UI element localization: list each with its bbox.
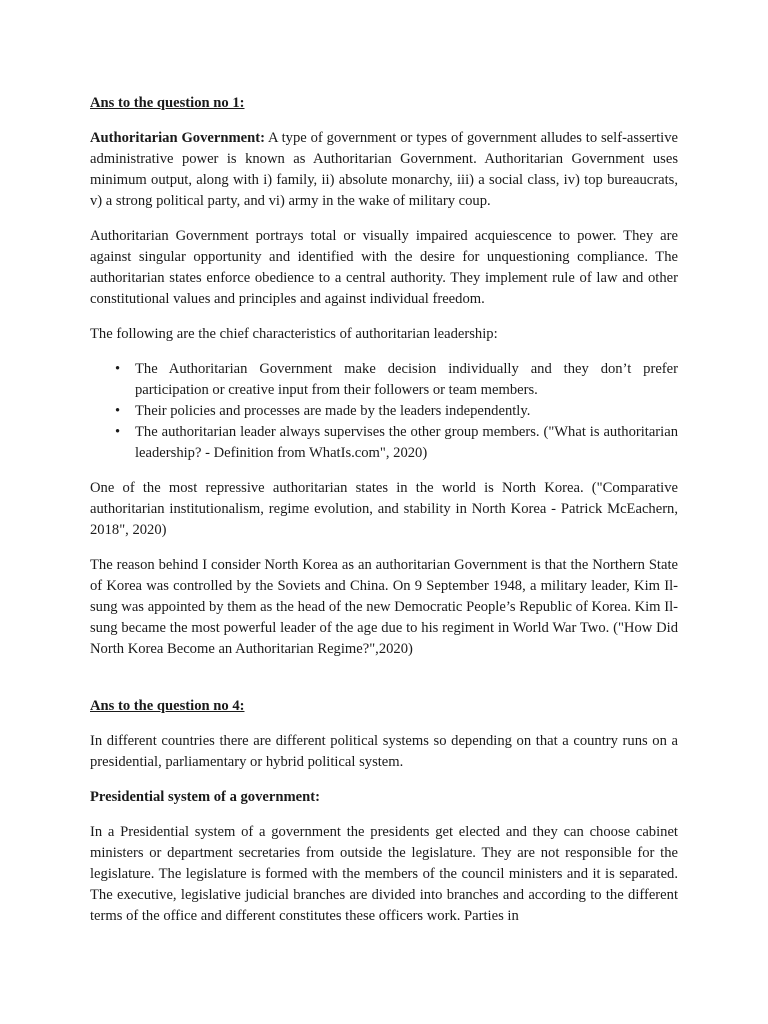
q1-paragraph-definition bbox=[90, 128, 678, 212]
list-item-text: Their policies and processes are made by the leaders independently. bbox=[135, 403, 531, 419]
bullet-icon: • bbox=[115, 403, 121, 419]
q1-paragraph-2: Authoritarian Government portrays total or visually impaired acquiescence to power. They are against singular opportunity and identified with the desire for unquestioning compliance. The authoritarian states enforce obedience to a central authority. They implement rule of law and other constitutional values and principles and against individual freedom. bbox=[90, 228, 678, 307]
q1-paragraph-5: The reason behind I consider North Korea as an authoritarian Government is that the Northern State of Korea was controlled by the Soviets and China. On 9 September 1948, a military leader, Kim Il-sung was appointed by them as the head of the new Democratic People’s Republic of Korea. Kim Il-sung became the most powerful leader of the age due to his regiment in World War Two. ("How Did North Korea Become an Authoritarian Regime?",2020) bbox=[90, 557, 678, 657]
q4-paragraph-1: In different countries there are different political systems so depending on that a country runs on a presidential, parliamentary or hybrid political system. bbox=[90, 733, 678, 770]
bullet-icon: • bbox=[115, 361, 121, 377]
definition-term: Authoritarian Government: bbox=[90, 130, 265, 146]
q4-paragraph-2: In a Presidential system of a government the presidents get elected and they can choose cabinet ministers or department secretaries from outside the legislature. They are not responsible for the legislature. The legislature is formed with the members of the council ministers and it is separated. The executive, legislative judicial branches are divided into branches and according to the different terms of the office and different constitutes these officers work. Parties in bbox=[90, 824, 678, 924]
list-item-text: The Authoritarian Government make decision individually and they don’t prefer participation or creative input from their followers or team members. bbox=[135, 361, 678, 398]
characteristics-list bbox=[90, 359, 678, 464]
document-page bbox=[90, 93, 678, 941]
q1-paragraph-4: One of the most repressive authoritarian states in the world is North Korea. ("Comparative authoritarian institutionalism, regime evolution, and stability in North Korea - Patrick McEachern, 2018", 2020) bbox=[90, 480, 678, 538]
q1-heading: Ans to the question no 1: bbox=[90, 95, 245, 111]
bullet-icon: • bbox=[115, 424, 121, 440]
list-item bbox=[115, 422, 678, 464]
definition-text: A type of government or types of government alludes to self-assertive administrative power is known as Authoritarian Government. Authoritarian Government uses minimum output, along with i) family, ii) absolute monarchy, iii) a social class, iv) top bureaucrats, v) a strong political party, and vi) army in the wake of military coup. bbox=[90, 130, 678, 209]
list-item bbox=[115, 401, 678, 422]
list-item-text: The authoritarian leader always supervises the other group members. ("What is authoritarian leadership? - Definition from WhatIs.com", 2020) bbox=[135, 424, 678, 461]
presidential-system-title: Presidential system of a government: bbox=[90, 789, 320, 805]
list-item bbox=[115, 359, 678, 401]
q1-paragraph-3: The following are the chief characteristics of authoritarian leadership: bbox=[90, 326, 498, 342]
q4-heading: Ans to the question no 4: bbox=[90, 698, 245, 714]
